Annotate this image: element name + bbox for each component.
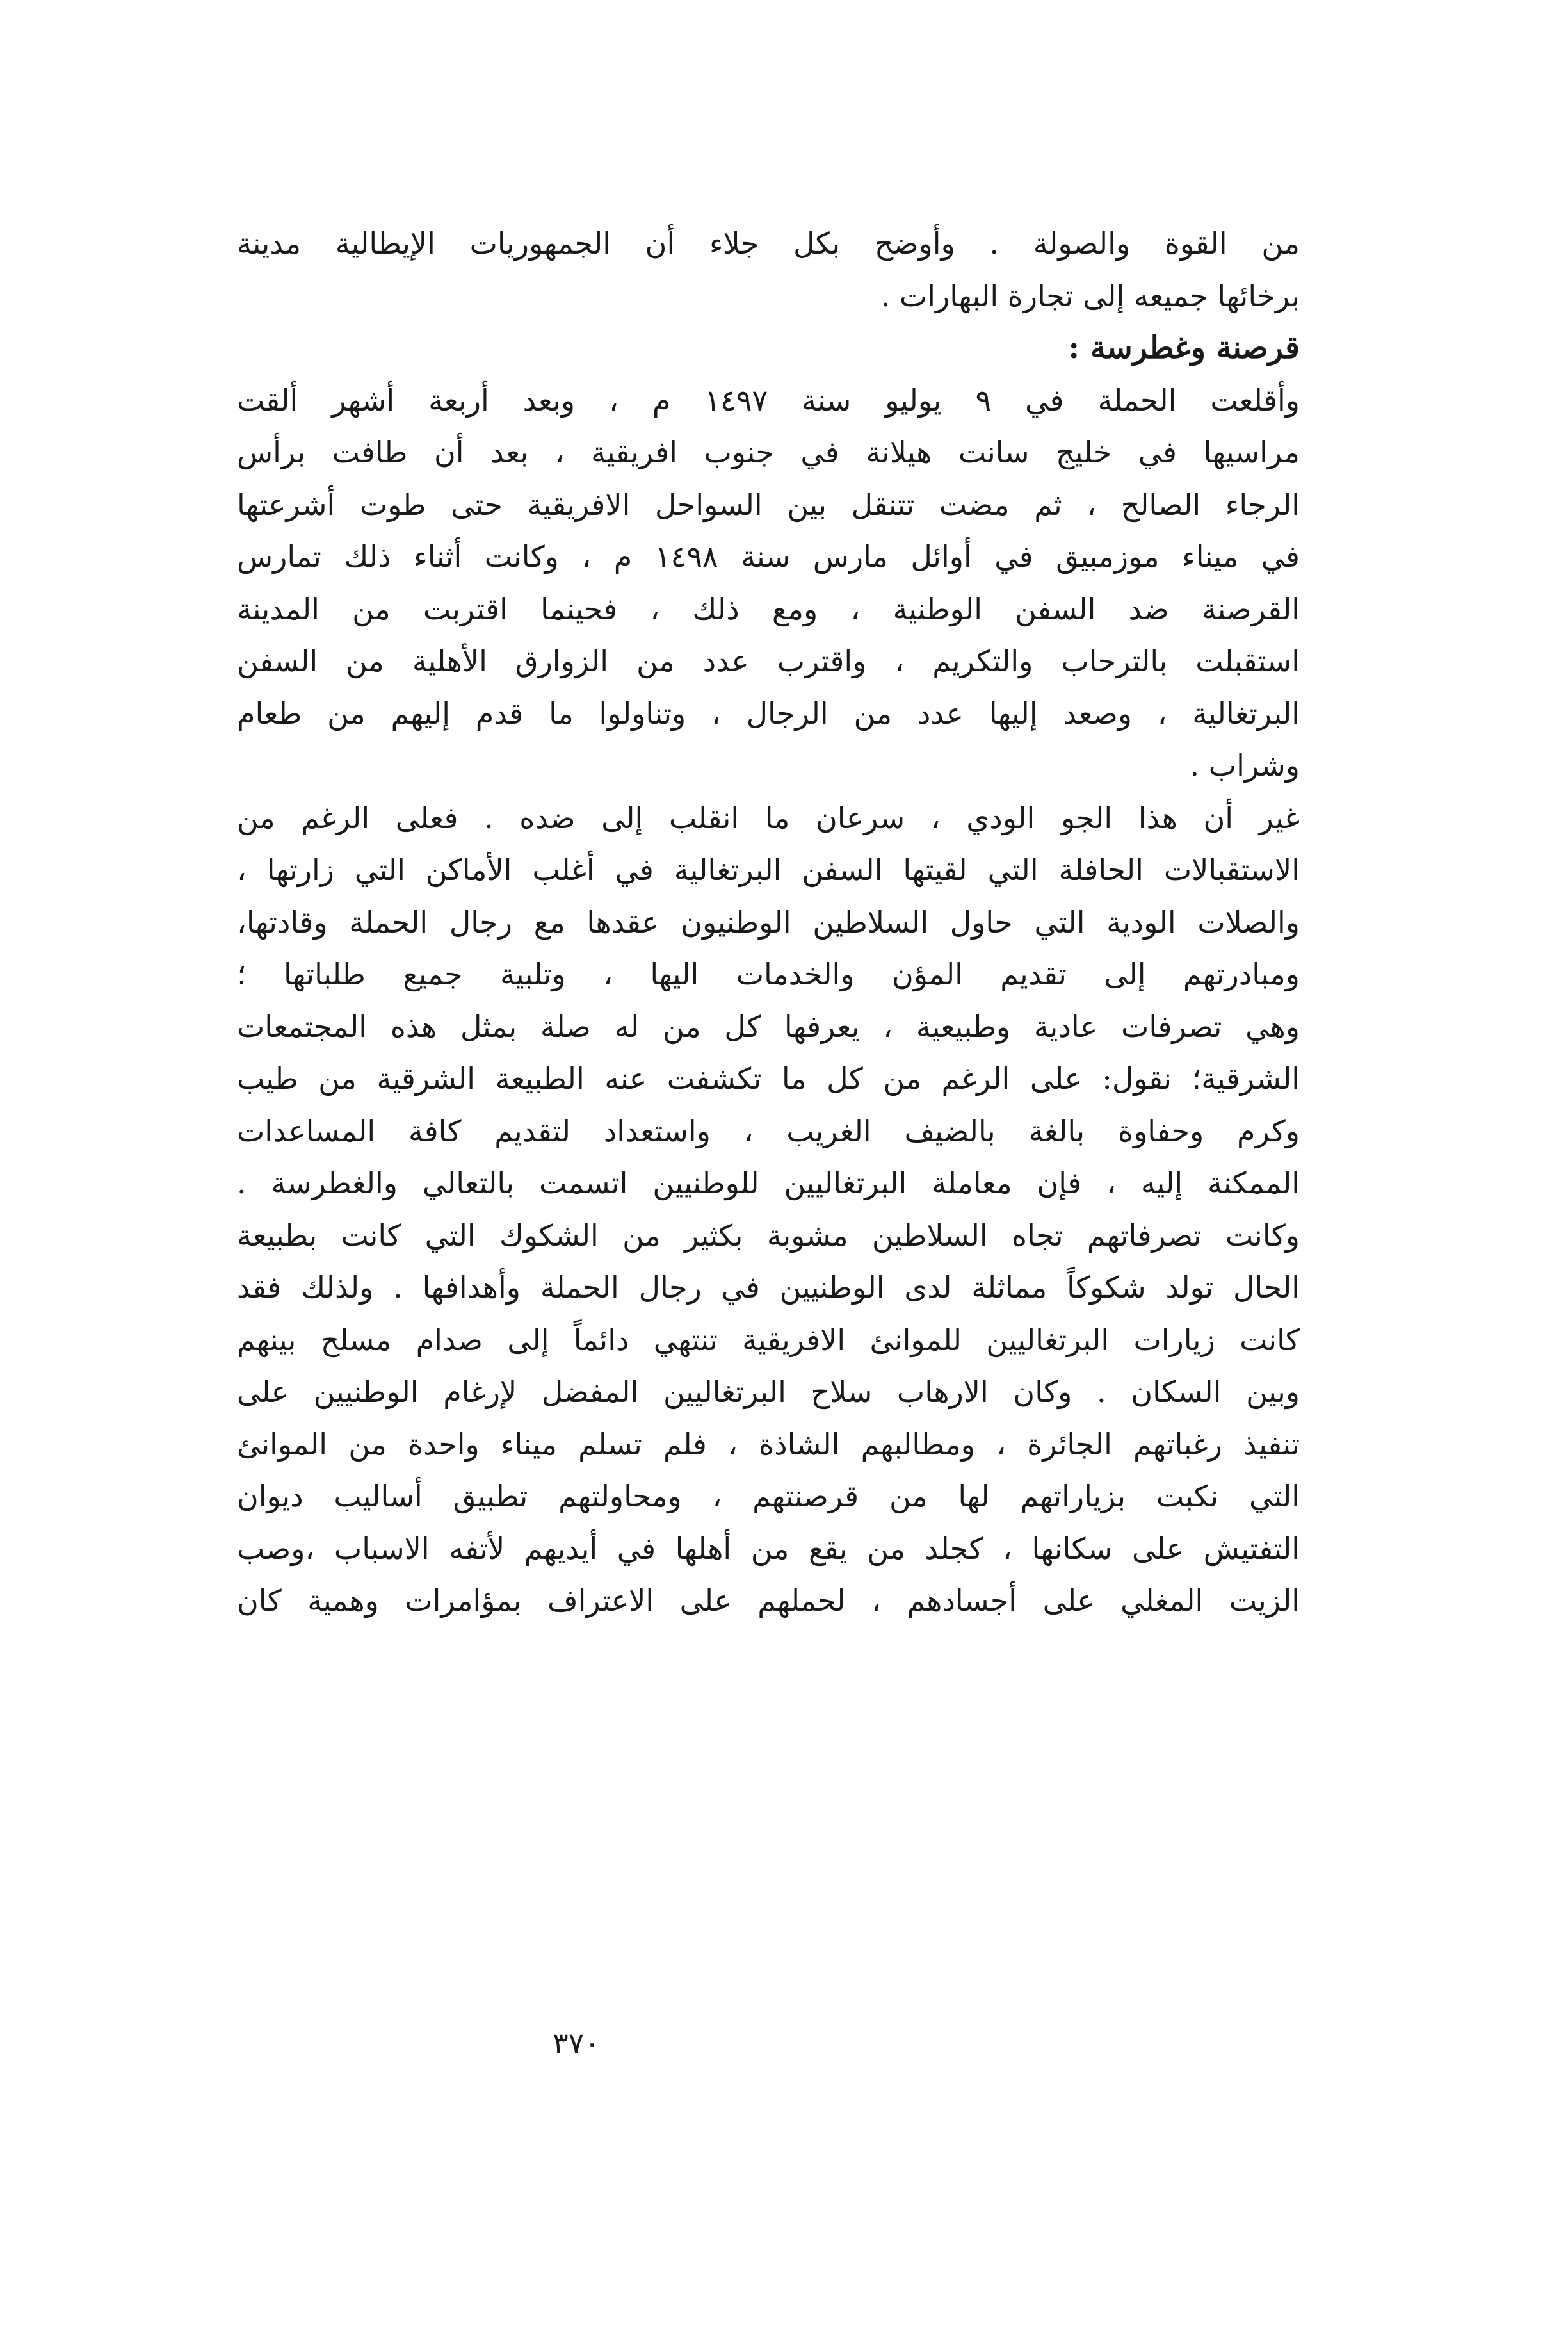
text-line: الممكنة إليه ، فإن معاملة البرتغاليين للوطنيين اتسمت بالتعالي والغطرسة .: [237, 1166, 1300, 1200]
text-line: وشراب .: [1190, 748, 1300, 783]
text-line: في ميناء موزمبيق في أوائل مارس سنة ١٤٩٨ م ، وكانت أثناء ذلك تمارس: [237, 539, 1300, 574]
text-line: وهي تصرفات عادية وطبيعية ، يعرفها كل من له صلة بمثل هذه المجتمعات: [237, 1009, 1300, 1044]
text-line: تنفيذ رغباتهم الجائرة ، ومطالبهم الشاذة ، فلم تسلم ميناء واحدة من الموانئ: [237, 1426, 1300, 1462]
text-line: التفتيش على سكانها ، كجلد من يقع من أهلها في أيديهم لأتفه الاسباب ،وصب: [237, 1531, 1300, 1566]
text-line: وأقلعت الحملة في ٩ يوليو سنة ١٤٩٧ م ، وبعد أربعة أشهر ألقت: [237, 382, 1300, 418]
text-line: غير أن هذا الجو الودي ، سرعان ما انقلب إلى ضده . فعلى الرغم من: [237, 800, 1300, 835]
page-number: ٣٧٠: [552, 2026, 601, 2060]
text-line: ومبادرتهم إلى تقديم المؤن والخدمات اليها ، وتلبية جميع طلباتها ؛: [237, 957, 1300, 991]
text-line: التي نكبت بزياراتهم لها من قرصنتهم ، ومحاولتهم تطبيق أساليب ديوان: [237, 1479, 1300, 1513]
text-line: الحال تولد شكوكاً مماثلة لدى الوطنيين في رجال الحملة وأهدافها . ولذلك فقد: [237, 1270, 1300, 1305]
text-line: وكرم وحفاوة بالغة بالضيف الغريب ، واستعداد لتقديم كافة المساعدات: [237, 1113, 1300, 1148]
text-line: استقبلت بالترحاب والتكريم ، واقترب عدد من الزوارق الأهلية من السفن: [237, 644, 1300, 678]
paragraph-2: [237, 375, 1300, 792]
section-heading: قرصنة وغطرسة :: [1068, 330, 1300, 366]
paragraph-1: [237, 218, 1300, 322]
text-line: وكانت تصرفاتهم تجاه السلاطين مشوبة بكثير من الشكوك التي كانت بطبيعة: [237, 1218, 1300, 1253]
text-line: والصلات الودية التي حاول السلاطين الوطنيون عقدها مع رجال الحملة وقادتها،: [237, 904, 1300, 940]
text-line: البرتغالية ، وصعد إليها عدد من الرجال ، وتناولوا ما قدم إليهم من طعام: [237, 696, 1300, 731]
paragraph-3: [237, 792, 1300, 1627]
body-text: [237, 218, 1300, 1627]
text-line: برخائها جميعه إلى تجارة البهارات .: [880, 278, 1300, 313]
text-line: الرجاء الصالح ، ثم مضت تتنقل بين السواحل الافريقية حتى طوت أشرعتها: [237, 487, 1300, 522]
text-line: القرصنة ضد السفن الوطنية ، ومع ذلك ، فحينما اقتربت من المدينة: [237, 591, 1300, 626]
text-line: كانت زيارات البرتغاليين للموانئ الافريقية تنتهي دائماً إلى صدام مسلح بينهم: [237, 1322, 1300, 1357]
text-line: وبين السكان . وكان الارهاب سلاح البرتغاليين المفضل لإرغام الوطنيين على: [237, 1374, 1300, 1409]
text-line: الاستقبالات الحافلة التي لقيتها السفن البرتغالية في أغلب الأماكن التي زارتها ،: [237, 852, 1300, 887]
text-line: مراسيها في خليج سانت هيلانة في جنوب افريقية ، بعد أن طافت برأس: [237, 435, 1300, 469]
text-line: من القوة والصولة . وأوضح بكل جلاء أن الجمهوريات الإيطالية مدينة: [237, 226, 1300, 261]
text-line: الزيت المغلي على أجسادهم ، لحملهم على الاعتراف بمؤامرات وهمية كان: [237, 1583, 1300, 1618]
text-line: الشرقية؛ نقول: على الرغم من كل ما تكشفت عنه الطبيعة الشرقية من طيب: [237, 1061, 1300, 1096]
